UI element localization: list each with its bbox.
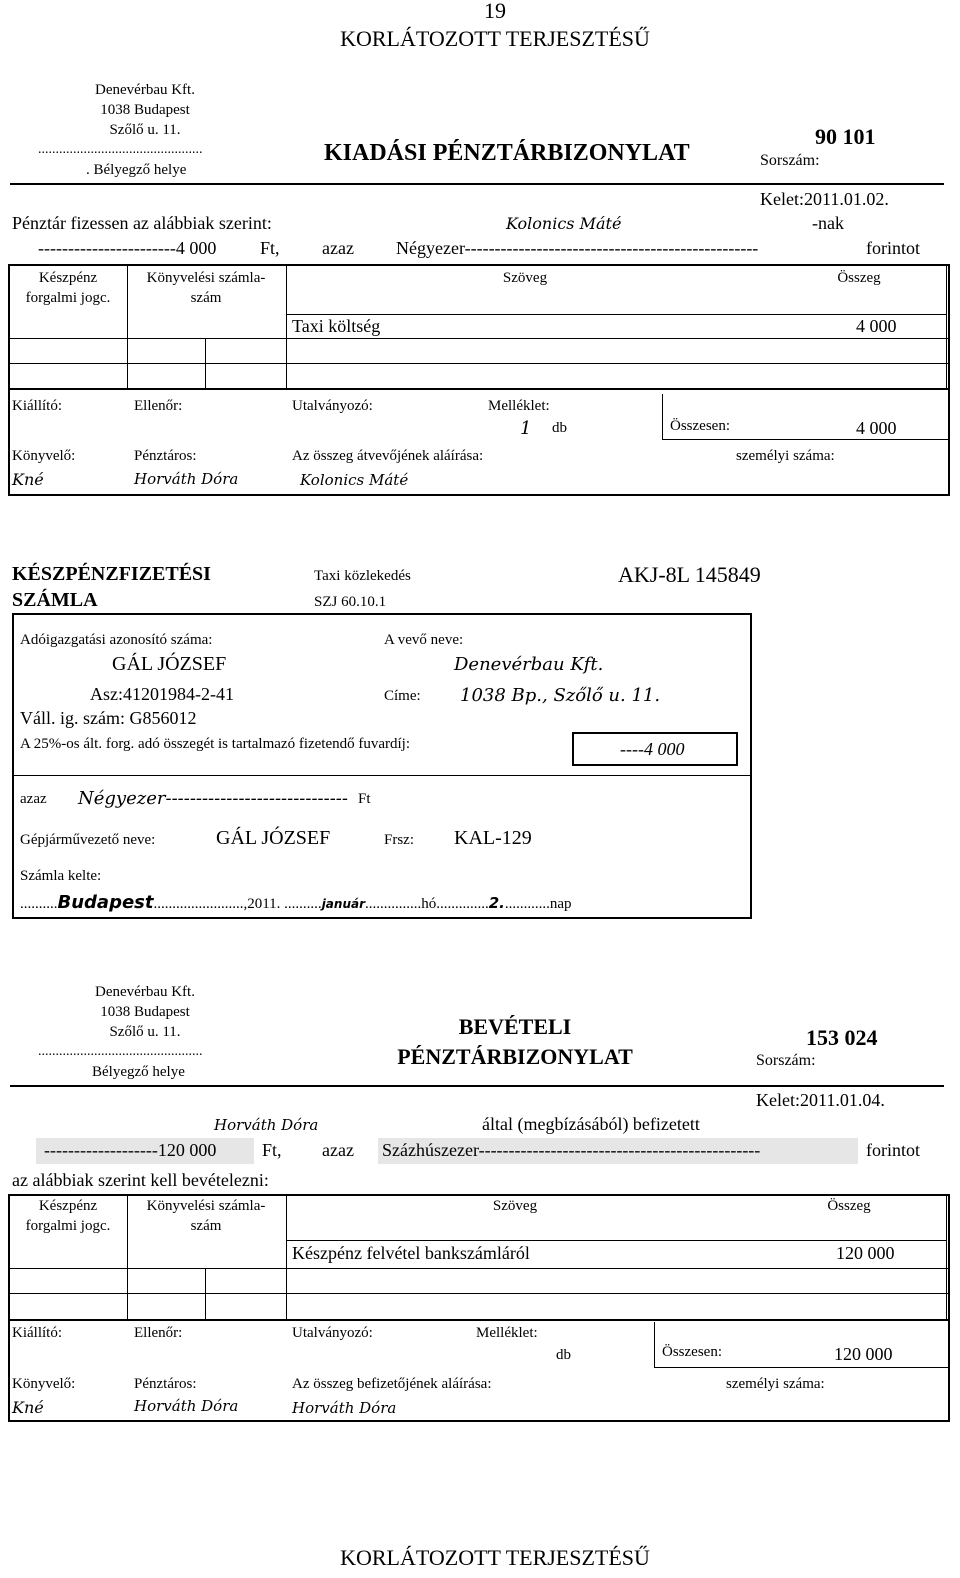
book-instruction: az alábbiak szerint kell bevételezni: xyxy=(12,1170,269,1190)
date-dots-2: ........................,2011. .......... xyxy=(153,896,322,912)
buyer-name: Denevérbau Kft. xyxy=(454,654,604,675)
address-label: Címe: xyxy=(384,688,421,704)
row-sum: 4 000 xyxy=(856,316,897,336)
invoice-szj: SZJ 60.10.1 xyxy=(314,594,387,610)
bookkeeper-label-2: Könyvelő: xyxy=(12,1376,76,1392)
voucher-title-1: BEVÉTELI xyxy=(458,1014,572,1039)
voucher-date-2: Kelet:2011.01.04. xyxy=(756,1090,885,1110)
authorizer-label: Utalványozó: xyxy=(292,398,373,414)
amount-figures-2: -------------------120 000 xyxy=(44,1140,217,1160)
azaz-label: azaz xyxy=(20,791,47,807)
currency-2: Ft, xyxy=(262,1140,282,1160)
issued-label: Számla kelte: xyxy=(20,868,102,884)
payer-signature: Horváth Dóra xyxy=(292,1399,397,1417)
buyer-address: 1038 Bp., Szőlő u. 11. xyxy=(460,685,661,706)
payee-suffix: -nak xyxy=(812,213,844,233)
classification-footer: KORLÁTOZOTT TERJESZTÉSŰ xyxy=(340,1545,650,1570)
issued-date-line xyxy=(20,892,572,913)
payer-name: Horváth Dóra xyxy=(214,1116,319,1134)
personal-id-label: személyi száma: xyxy=(736,448,835,464)
invoice-service: Taxi közlekedés xyxy=(314,568,411,584)
attachment-label-2: Melléklet: xyxy=(476,1325,538,1341)
amount-figures: -----------------------4 000 xyxy=(38,238,217,258)
plate-number: KAL-129 xyxy=(454,827,532,849)
serial-label-2: Sorszám: xyxy=(756,1052,816,1069)
voucher-title-2: PÉNZTÁRBIZONYLAT xyxy=(397,1044,633,1069)
col-sum-2: Összeg xyxy=(827,1198,871,1214)
total-label: Összesen: xyxy=(670,418,730,434)
col-sum: Összeg xyxy=(837,270,881,286)
row-text: Taxi költség xyxy=(292,316,381,336)
date-dots-4: ............nap xyxy=(504,896,572,912)
bookkeeper-signature-2: Kné xyxy=(12,1398,44,1417)
tax-id-label: Adóigazgatási azonosító száma: xyxy=(20,632,213,648)
azaz-label-2: azaz xyxy=(322,1140,354,1160)
fare-value: ----4 000 xyxy=(620,739,685,759)
col-account-2: szám xyxy=(190,290,222,306)
classification-header: KORLÁTOZOTT TERJESZTÉSŰ xyxy=(340,26,650,51)
forintot-label: forintot xyxy=(866,238,920,258)
amount-words: Négyezer------------------------------------------------- xyxy=(396,238,759,258)
col-text-2: Szöveg xyxy=(492,1198,538,1214)
driver-label: Gépjárművezető neve: xyxy=(20,832,156,848)
attachment-unit-2: db xyxy=(556,1347,571,1363)
invoice-serial: AKJ-8L 145849 xyxy=(618,562,761,587)
bookkeeper-signature: Kné xyxy=(12,470,44,489)
col-cash-2b: forgalmi jogc. xyxy=(25,1218,111,1234)
voucher-date: Kelet:2011.01.02. xyxy=(760,189,889,209)
attachment-count: 1 xyxy=(520,418,532,439)
date-dots-3: ...............hó.............. xyxy=(365,896,489,912)
issuer-label: Kiállító: xyxy=(12,398,62,414)
amount-words-2: Százhúszezer----------------------------------------------- xyxy=(382,1140,761,1160)
attachment-unit: db xyxy=(552,420,567,436)
stamp-dots-2: ............................................... xyxy=(38,1044,203,1059)
plate-label: Frsz: xyxy=(384,832,414,848)
ft-label: Ft xyxy=(358,791,371,807)
page-number: 19 xyxy=(484,0,506,23)
buyer-label: A vevő neve: xyxy=(384,632,464,648)
col-account-1: Könyvelési számla- xyxy=(146,270,266,286)
invoice-title-1: KÉSZPÉNZFIZETÉSI xyxy=(12,563,211,585)
receiver-signature: Kolonics Máté xyxy=(300,471,409,489)
serial-label: Sorszám: xyxy=(760,152,820,169)
total-value: 4 000 xyxy=(856,418,897,438)
date-dots-1: .......... xyxy=(20,896,58,912)
controller-label: Ellenőr: xyxy=(134,398,183,414)
pay-instruction: Pénztár fizessen az alábbiak szerint: xyxy=(12,213,272,233)
personal-id-label-2: személyi száma: xyxy=(726,1376,825,1392)
authorizer-label-2: Utalványozó: xyxy=(292,1325,373,1341)
invoice-title-2: SZÁMLA xyxy=(12,589,98,611)
issuer-company: Denevérbau Kft. xyxy=(95,82,195,98)
date-month: január xyxy=(321,897,365,911)
col-account-2b: szám xyxy=(190,1218,222,1234)
driver-name: GÁL JÓZSEF xyxy=(216,827,331,849)
issuer-street: Szőlő u. 11. xyxy=(109,122,181,138)
issuer-city: 1038 Budapest xyxy=(100,102,190,118)
cashier-signature: Horváth Dóra xyxy=(134,470,239,488)
receiver-signature-label: Az összeg átvevőjének aláírása: xyxy=(292,448,484,464)
cashier-label-2: Pénztáros: xyxy=(134,1376,197,1392)
seller-tax-number: Asz:41201984-2-41 xyxy=(90,684,234,704)
payer-signature-label: Az összeg befizetőjének aláírása: xyxy=(292,1376,492,1392)
currency: Ft, xyxy=(260,238,280,258)
amount-words: Négyezer------------------------------ xyxy=(78,788,348,809)
col-cash-1b: Készpénz xyxy=(38,1198,98,1214)
payer-suffix: által (megbízásából) befizetett xyxy=(482,1114,700,1134)
seller-license: Váll. ig. szám: G856012 xyxy=(20,708,197,728)
bookkeeper-label: Könyvelő: xyxy=(12,448,76,464)
col-text: Szöveg xyxy=(502,270,548,286)
attachment-label: Melléklet: xyxy=(488,398,550,414)
forintot-label-2: forintot xyxy=(866,1140,920,1160)
row-sum-2: 120 000 xyxy=(836,1243,895,1263)
issuer-label-2: Kiállító: xyxy=(12,1325,62,1341)
date-city: Budapest xyxy=(57,892,154,913)
seller-name: GÁL JÓZSEF xyxy=(112,653,227,675)
stamp-dots: ............................................... xyxy=(38,142,203,157)
azaz-label: azaz xyxy=(322,238,354,258)
issuer-city-2: 1038 Budapest xyxy=(100,1004,190,1020)
fare-label: A 25%-os ált. forg. adó összegét is tartalmazó fizetendő fuvardíj: xyxy=(20,736,411,752)
controller-label-2: Ellenőr: xyxy=(134,1325,183,1341)
date-day: 2. xyxy=(488,894,505,912)
issuer-street-2: Szőlő u. 11. xyxy=(109,1024,181,1040)
stamp-label-2: Bélyegző helye xyxy=(92,1064,185,1080)
total-label-2: Összesen: xyxy=(662,1344,722,1360)
col-cash-2: forgalmi jogc. xyxy=(25,290,111,306)
col-account-1b: Könyvelési számla- xyxy=(146,1198,266,1214)
serial-number: 90 101 xyxy=(815,124,876,149)
stamp-label: . Bélyegző helye xyxy=(86,162,187,178)
voucher-title: KIADÁSI PÉNZTÁRBIZONYLAT xyxy=(324,140,690,166)
total-value-2: 120 000 xyxy=(834,1344,893,1364)
payee-name: Kolonics Máté xyxy=(506,214,622,233)
row-text-2: Készpénz felvétel bankszámláról xyxy=(292,1243,530,1263)
issuer-company-2: Denevérbau Kft. xyxy=(95,984,195,1000)
col-cash-1: Készpénz xyxy=(38,270,98,286)
cashier-label: Pénztáros: xyxy=(134,448,197,464)
serial-number-2: 153 024 xyxy=(806,1025,878,1050)
cashier-signature-2: Horváth Dóra xyxy=(134,1397,239,1415)
